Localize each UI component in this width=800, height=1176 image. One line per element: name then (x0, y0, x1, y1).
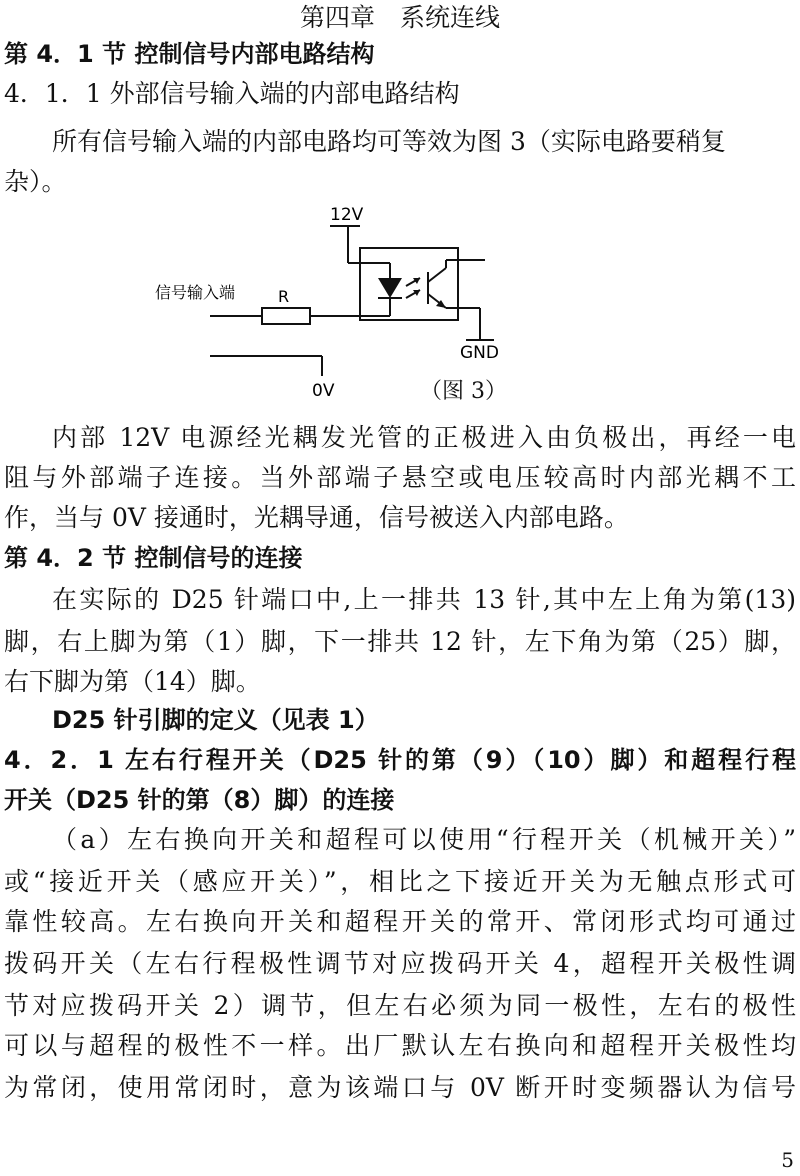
section-4-2-title: 第 4．2 节 控制信号的连接 (4, 544, 303, 572)
paragraph-3-line-2: 脚，右上脚为第（1）脚，下一排共 12 针，左下角为第（25）脚， (4, 627, 796, 656)
paragraph-2-line-1: 内部 12V 电源经光耦发光管的正极进入由负极出，再经一电 (52, 423, 796, 452)
label-0v: 0V (312, 381, 335, 401)
label-resistor: R (278, 287, 290, 306)
paragraph-4-line-7: 为常闭，使用常闭时，意为该端口与 0V 断开时变频器认为信号 (4, 1073, 796, 1102)
paragraph-3-line-1: 在实际的 D25 针端口中,上一排共 13 针,其中左上角为第(13) (52, 585, 796, 614)
subsection-4-2-1-title-line-1: 4．2．1 左右行程开关（D25 针的第（9）（10）脚）和超程行程 (4, 746, 796, 774)
paragraph-1-line-2: 杂）。 (4, 167, 67, 196)
paragraph-1-line-1: 所有信号输入端的内部电路均可等效为图 3（实际电路要稍复 (52, 127, 726, 156)
paragraph-4-line-5: 节对应拨码开关 2）调节，但左右必须为同一极性，左右的极性 (4, 991, 796, 1020)
paragraph-4-line-6: 可以与超程的极性不一样。出厂默认左右换向和超程开关极性均 (4, 1031, 796, 1060)
label-12v: 12V (330, 205, 364, 225)
paragraph-4-line-3: 靠性较高。左右换向开关和超程开关的常开、常闭形式均可通过 (4, 907, 796, 936)
d25-definition-heading: D25 针引脚的定义（见表 1） (52, 706, 379, 734)
label-signal-input: 信号输入端 (155, 283, 236, 302)
paragraph-2-line-3: 作，当与 0V 接通时，光耦导通，信号被送入内部电路。 (4, 503, 629, 532)
figure-3-caption: （图 3） (420, 379, 507, 404)
paragraph-2-line-2: 阻与外部端子连接。当外部端子悬空或电压较高时内部光耦不工 (4, 463, 796, 492)
chapter-title: 第四章 系统连线 (299, 3, 500, 32)
paragraph-4-line-1: （a）左右换向开关和超程可以使用“行程开关（机械开关）” (52, 825, 796, 854)
paragraph-3-line-3: 右下脚为第（14）脚。 (4, 667, 261, 696)
page-number: 5 (781, 1148, 794, 1172)
subsection-4-1-1-title: 4．1．1 外部信号输入端的内部电路结构 (4, 79, 460, 108)
subsection-4-2-1-title-line-2: 开关（D25 针的第（8）脚）的连接 (4, 786, 395, 814)
paragraph-4-line-4: 拨码开关（左右行程极性调节对应拨码开关 4，超程开关极性调 (4, 949, 796, 978)
label-gnd: GND (460, 343, 499, 363)
paragraph-4-line-2: 或“接近开关（感应开关）”，相比之下接近开关为无触点形式可 (4, 867, 796, 896)
section-4-1-title: 第 4．1 节 控制信号内部电路结构 (4, 40, 375, 68)
